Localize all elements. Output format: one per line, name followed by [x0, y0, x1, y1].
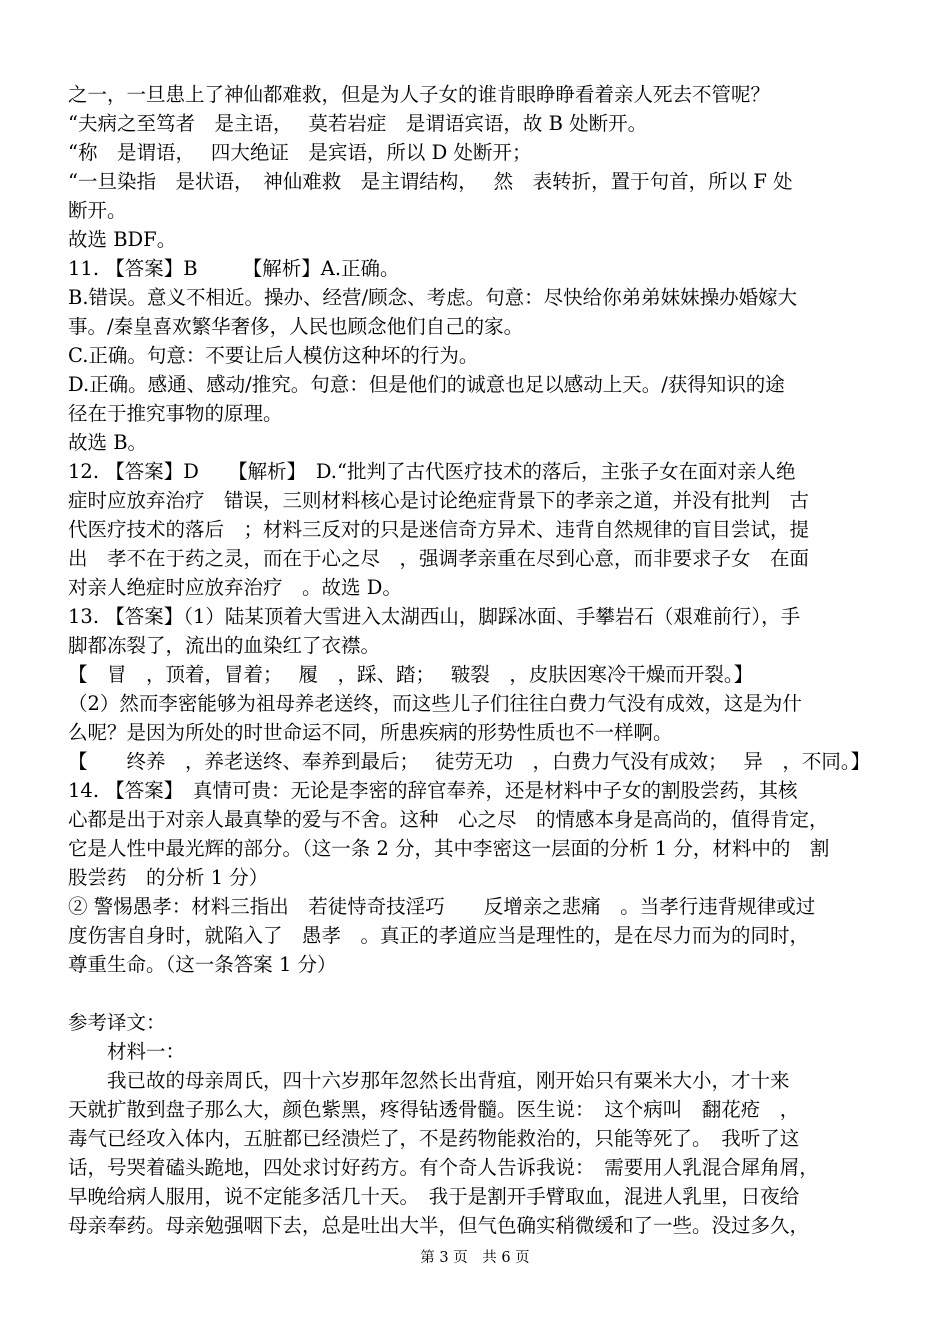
text-line: 脚都冻裂了，流出的血染红了衣襟。 [68, 634, 381, 657]
text-line: 14. 【答案】 真情可贵：无论是李密的辞官奉养，还是材料中子女的割股尝药，其核 [68, 779, 798, 802]
text-line: 【 冒 ，顶着，冒着； 履 ，踩、踏； 皲裂 ，皮肤因寒冷干燥而开裂。】 [68, 663, 754, 686]
text-line: ② 警惕愚孝：材料三指出 若徒恃奇技淫巧 反增亲之悲痛 。当孝行违背规律或过 [68, 895, 816, 918]
text-line: 【 终养 ，养老送终、奉养到最后； 徒劳无功 ，白费力气没有成效； 异 ，不同。】 [68, 750, 871, 773]
text-line: “称 是谓语， 四大绝证 是宾语，所以 D 处断开； [68, 141, 532, 164]
reference-translation-section [68, 1008, 893, 1240]
text-line: 股尝药 的分析 1 分） [68, 866, 269, 889]
text-line: 毒气已经攻入体内，五脏都已经溃烂了，不是药物能救治的，只能等死了。 我听了这 [68, 1127, 800, 1150]
text-line: 12. 【答案】D 【解析】 D.“批判了古代医疗技术的落后，主张子女在面对亲人绝 [68, 460, 796, 483]
page-footer: 第 3 页 共 6 页 [420, 1250, 530, 1266]
text-line: 故选 B。 [68, 431, 148, 454]
text-line: 母亲奉药。母亲勉强咽下去，总是吐出大半，但气色确实稍微缓和了一些。没过多久， [68, 1214, 810, 1237]
text-line: “夫病之至笃者 是主语， 莫若岩症 是谓语宾语，故 B 处断开。 [68, 112, 648, 135]
text-line: 11. 【答案】B 【解析】A.正确。 [68, 257, 400, 280]
text-line: 么呢？是因为所处的时世命运不同，所患疾病的形势性质也不一样啊。 [68, 721, 673, 744]
text-line: 早晚给病人服用，说不定能多活几十天。 我于是割开手臂取血，混进人乳里，日夜给 [68, 1185, 800, 1208]
text-line: 参考译文： [68, 1011, 166, 1034]
text-line: 心都是出于对亲人最真挚的爱与不舍。这种 心之尽 的情感本身是高尚的，值得肯定， [68, 808, 829, 831]
text-line: D.正确。感通、感动/推究。句意：但是他们的诚意也足以感动上天。/获得知识的途 [68, 373, 785, 396]
text-line: （2）然而李密能够为祖母养老送终，而这些儿子们往往白费力气没有成效，这是为什 [68, 692, 802, 715]
answer-analysis-section [68, 80, 893, 979]
text-line: 13. 【答案】（1）陆某顶着大雪进入太湖西山，脚踩冰面、手攀岩石（艰难前行），手 [68, 605, 801, 628]
section-gap [68, 979, 893, 1008]
text-line: 材料一： [68, 1040, 186, 1063]
text-line: 之一，一旦患上了神仙都难救，但是为人子女的谁肯眼睁睁看着亲人死去不管呢？ [68, 83, 771, 106]
text-line: 度伤害自身时，就陷入了 愚孝 。真正的孝道应当是理性的，是在尽力而为的同时， [68, 924, 810, 947]
text-line: 它是人性中最光辉的部分。（这一条 2 分，其中李密这一层面的分析 1 分，材料中的 割 [68, 837, 830, 860]
text-line: 代医疗技术的落后 ；材料三反对的只是迷信奇方异术、违背自然规律的盲目尝试，提 [68, 518, 810, 541]
text-line: 出 孝不在于药之灵，而在于心之尽 ，强调孝亲重在尽到心意，而非要求子女 在面 [68, 547, 810, 570]
text-line: 我已故的母亲周氏，四十六岁那年忽然长出背疽，刚开始只有粟米大小，才十来 [68, 1069, 790, 1092]
page-content [68, 80, 893, 1240]
text-line: 症时应放弃治疗 错误，三则材料核心是讨论绝症背景下的孝亲之道，并没有批判 古 [68, 489, 810, 512]
text-line: 话，号哭着磕头跪地，四处求讨好药方。有个奇人告诉我说： 需要用人乳混合犀角屑， [68, 1156, 819, 1179]
text-line: 事。/秦皇喜欢繁华奢侈，人民也顾念他们自己的家。 [68, 315, 524, 338]
text-line: 故选 BDF。 [68, 228, 177, 251]
text-line: 断开。 [68, 199, 127, 222]
text-line: 径在于推究事物的原理。 [68, 402, 283, 425]
text-line: 对亲人绝症时应放弃治疗 。故选 D。 [68, 576, 402, 599]
text-line: B.错误。意义不相近。操办、经营/顾念、考虑。句意：尽快给你弟弟妹妹操办婚嫁大 [68, 286, 798, 309]
text-line: 尊重生命。（这一条答案 1 分） [68, 953, 337, 976]
text-line: 天就扩散到盘子那么大，颜色紫黑，疼得钻透骨髓。医生说： 这个病叫 翻花疮 ， [68, 1098, 800, 1121]
text-line: C.正确。句意：不要让后人模仿这种坏的行为。 [68, 344, 479, 367]
text-line: “一旦染指 是状语， 神仙难救 是主谓结构， 然 表转折，置于句首，所以 F 处 [68, 170, 793, 193]
